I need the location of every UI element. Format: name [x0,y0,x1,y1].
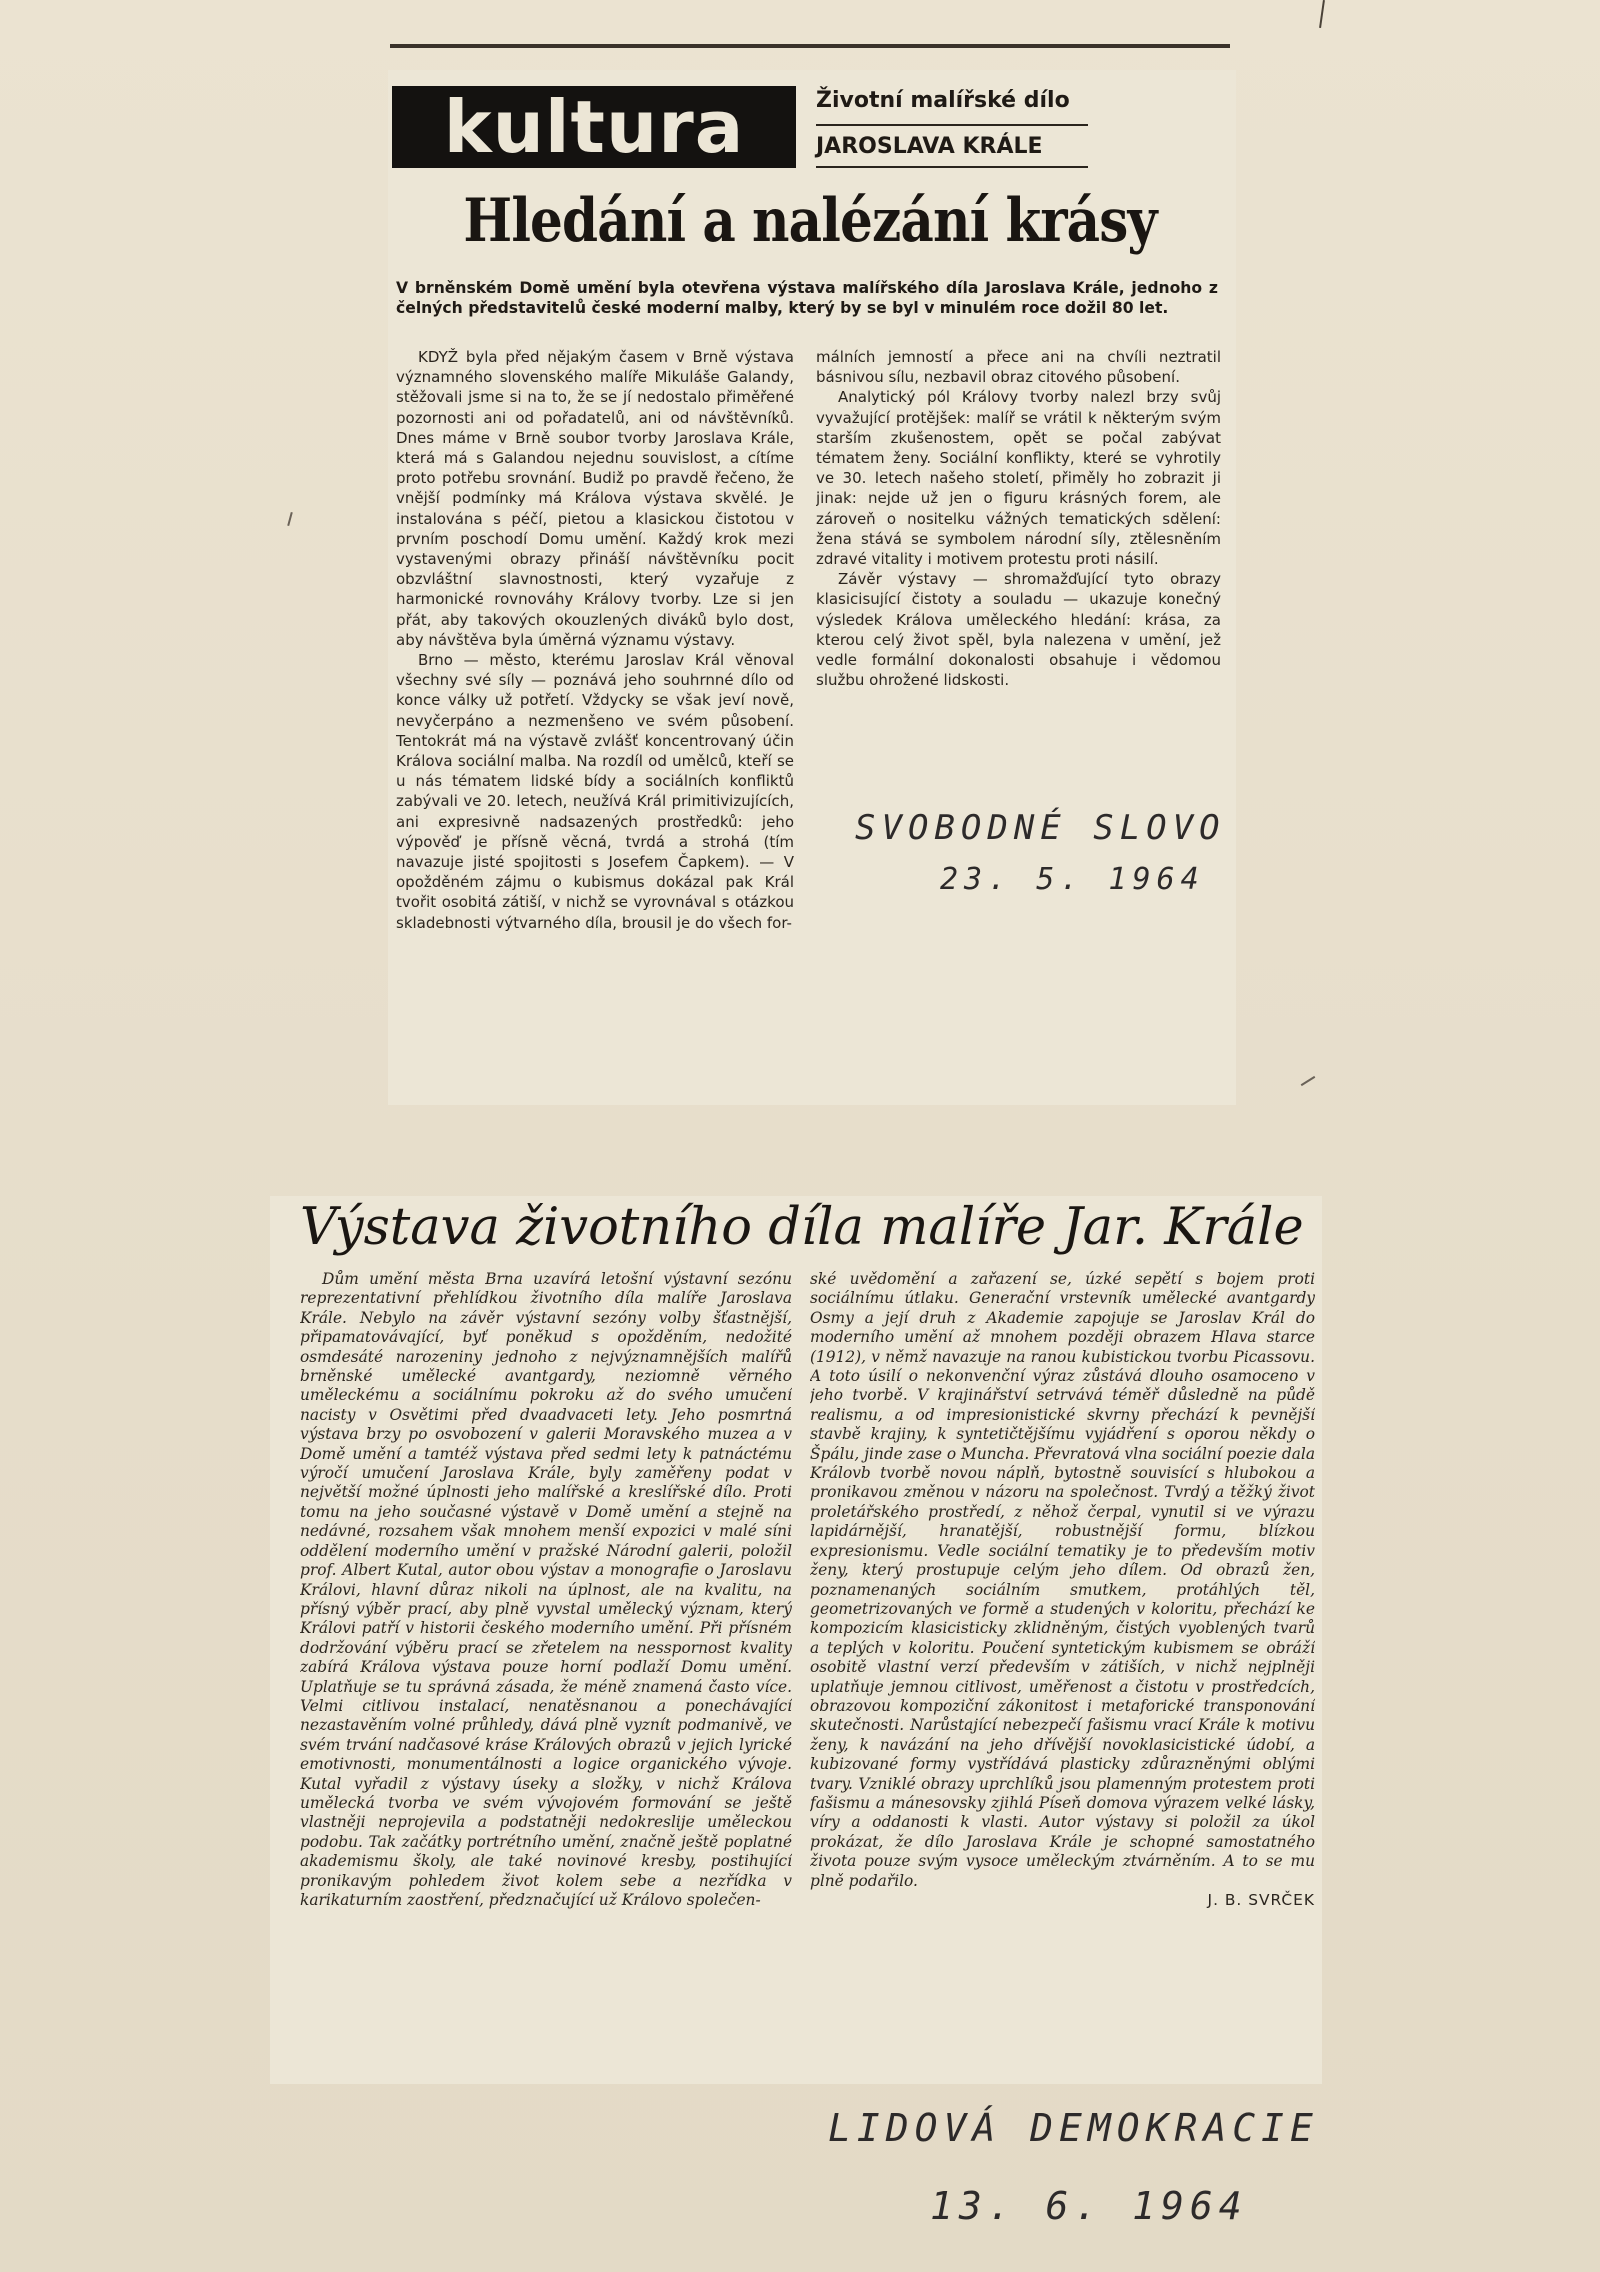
paragraph: KDYŽ byla před nějakým časem v Brně výstava významného slovenského malíře Mikuláše Galandy, stěžovali jsme si na to, že se jí nedostalo přiměřené pozornosti ani od pořadatelů, ani od návštěvníků. Dnes máme v Brně soubor tvorby Jaroslava Krále, která má s Galandou nejednu souvislost, a cítíme proto potřebu srovnání. Budiž po pravdě řečeno, že vnější podmínky má Králova výstava skvělé. Je instalována s péčí, pietou a klasickou čistotou v prvním poschodí Domu umění. Každý krok mezi vystavenými obrazy přináší návštěvníku pocit obzvláštní slavnostnosti, který vyzařuje z harmonické rovnováhy Královy tvorby. Lze si jen přát, aby takových okouzlených diváků bylo dost, aby návštěva byla úměrná významu výstavy. [396,348,794,649]
section-logo: kultura [392,86,796,168]
handwritten-date: 23. 5. 1964 [940,862,1205,897]
paragraph: Závěr výstavy — shromažďující tyto obrazy klasicisující čistoty a souladu — ukazuje konečný výsledek Králova uměleckého hledání: krása, za kterou celý život spěl, byla nalezena v umění, jež vedle formální dokonalosti obsahuje i vědomou službu ohrožené lidskosti. [816,570,1221,690]
article2-column-1 [300,1270,792,2070]
article-author: J. B. SVRČEK [1207,1891,1315,1909]
paragraph: Brno — město, kterému Jaroslav Král věnoval všechny své síly — poznává jeho souhrnné dílo od konce války už potřetí. Vždycky se však jeví nově, nevyčerpáno a nezmenšeno ve svém působení. Tentokrát má na výstavě zvlášť koncentrovaný účin Králova sociální malba. Na rozdíl od umělců, kteří se u nás tématem lidské bídy a sociálních konfliktů zabývali ve 20. letech, neužívá Král primitivizujících, ani expresivně nadsazených prostředků: jeho výpověď je přísně věcná, tvrdá a strohá (tím navazuje jisté spojitosti s Josefem Čapkem). — V opožděném zájmu o kubismus dokázal pak Král tvořit osobitá zátiší, v nichž se vyrovnával s otázkou skladebnosti výtvarného díla, brousil je do všech for- [396,651,794,932]
kicker-rule [816,124,1088,126]
kicker-line-2: JAROSLAVA KRÁLE [816,134,1043,159]
article-column-2 [816,347,1221,787]
handwritten-source-2: LIDOVÁ DEMOKRACIE [828,2106,1319,2150]
paragraph: ské uvědomění a zařazení se, úzké sepětí s bojem proti sociálnímu útlaku. Generační vrstevník umělecké avantgardy Osmy a její druh z Akademie zapojuje se Jaroslav Král do moderního umění až mnohem později obrazem Hlava starce (1912), v němž navazuje na ranou kubistickou tvorbu Picassovu. A toto úsilí o nekonvenční výraz zůstává dlouho osamoceno v jeho tvorbě. V krajinářství setrvává téměř důsledně na půdě realismu, a od impresionistické skvrny přechází k pevnější stavbě krajiny, k syntetičtějšímu vyjádření s oporou někdy o Špálu, jinde zase o Muncha. Převratová vlna sociální poezie dala Královb tvorbě novou náplň, bytostně souvisící s hlubokou a pronikavou změnou v názoru na společnost. Tvrdý a těžký život proletářského prostředí, z něhož čerpal, vynutil si ve výrazu lapidárnější, hranatější, robustnější formu, blízkou expresionismu. Vedle sociální tematiky je to především motiv ženy, který prostupuje celým jeho dílem. Od obrazů žen, poznamenaných sociálním smutkem, protáhlých těl, geometrizovaných ve formě a studených v koloritu, přechází ke kompozicím klasicisticky zklidněným, čistých vyoblených tvarů a teplých v koloritu. Poučení syntetickým kubismem se obráží osobitě vlastní verzí především v zátiších, v nichž nejplněji uplatňuje jemnou citlivost, uměřenost a čistotu v prostředcích, obrazovou kompoziční zákonitost i metaforické transponování skutečnosti. Narůstající nebezpečí fašismu vrací Krále k motivu ženy, k navázání na jeho dřívější novoklasicistické údobí, a kubizované formy vystřídává plasticky zdůrazněnými oblými tvary. Vzniklé obrazy uprchlíků jsou plamenným protestem proti fašismu a mánesovsky zjihlá Píseň domova výrazem velké lásky, víry a oddanosti k vlasti. Autor výstavy si položil za úkol prokázat, že dílo Jaroslava Krále je schopné samostatného života pouze svým vysoce uměleckým ztvárněním. A to se mu plně podařilo. [810,1270,1315,1890]
article2-column-2 [810,1270,1315,2070]
paragraph: Analytický pól Královy tvorby nalezl brzy svůj vyvažující protějšek: malíř se vrátil k některým svým starším zkušenostem, opět se počal zabývat tématem ženy. Sociální konflikty, které se vyhrotily ve 30. letech našeho století, přiměly ho zobrazit ji jinak: nejde už jen o figuru krásných forem, ale zároveň o nositelku vážných tematických sdělení: žena stává se symbolem národní síly, ztělesněním zdravé vitality i motivem protestu proti násilí. [816,388,1221,569]
article-headline: Hledání a nalézání krásy [463,186,1157,256]
paragraph: Dům umění města Brna uzavírá letošní výstavní sezónu reprezentativní přehlídkou životního díla malíře Jaroslava Krále. Nebylo na závěr výstavní sezóny volby šťastnější, připamatovávající, byť poněkud s opožděním, nedožité osmdesáté narozeniny jednoho z nejvýznamnějších malířů brněnské umělecké avantgardy, neziomně věrného uměleckému a sociálnímu pokroku až do svého umučení nacisty v Osvětimi před dvaadvaceti lety. Jeho posmrtná výstava brzy po osvobození v galerii Moravského muzea a v Domě umění a tamtéž výstava před sedmi lety k patnáctému výročí umučení Jaroslava Krále, byly zaměřeny podat v největší možné úplnosti jeho malířské a kreslířské dílo. Proti tomu na jeho současné výstavě v Domě umění a stejně na nedávné, rozsahem však mnohem menší expozici v malé síni oddělení moderního umění v pražské Národní galerii, položil prof. Albert Kutal, autor obou výstav a monografie o Jaroslavu Královi, hlavní důraz nikoli na úplnost, ale na kvalitu, na přísný výběr prací, aby plně vyvstal umělecký význam, který Královi patří v historii českého moderního umění. Při přísném dodržování výběru prací se zřetelem na nesspornost kvality zabírá Králova výstava pouze horní podlaží Domu umění. Uplatňuje se tu správná zásada, že méně znamená často více. Velmi citlivou instalací, nenatěsnanou a ponechávající nezastavěním volné průhledy, dává plně vyznít podmanivě, ve svém trvání nadčasové kráse Králových obrazů v jejich lyrické emotivnosti, monumentálnosti a logice organického vývoje. Kutal vyřadil z výstavy úseky a složky, v nichž Králova umělecká tvorba ve svém vývojovém formování se ještě vlastněji neprojevila a podstatněji nedokreslije uměleckou podobu. Tak začátky portrétního umění, značně ještě poplatné akademismu školy, ale také novinové kresby, postihující pronikavým pohledem život kolem sebe a nezřídka v karikaturním zaostření, předznačující už Královo společen- [300,1270,792,1909]
kicker-rule-2 [816,166,1088,168]
article-headline-2: Výstava životního díla malíře Jar. Krále [300,1198,1304,1257]
article-column-1 [396,347,794,1087]
kicker-line-1: Životní malířské dílo [816,88,1070,113]
article-lead: V brněnském Domě umění byla otevřena výstava malířského díla Jaroslava Krále, jednoho z čelných představitelů české moderní malby, který by se byl v minulém roce dožil 80 let. [396,279,1218,317]
handwritten-date-2: 13. 6. 1964 [930,2184,1248,2228]
paragraph: málních jemností a přece ani na chvíli neztratil básnivou sílu, nezbavil obraz citového působení. [816,348,1221,387]
top-rule [390,44,1230,48]
handwritten-source: SVOBODNÉ SLOVO [855,808,1226,848]
